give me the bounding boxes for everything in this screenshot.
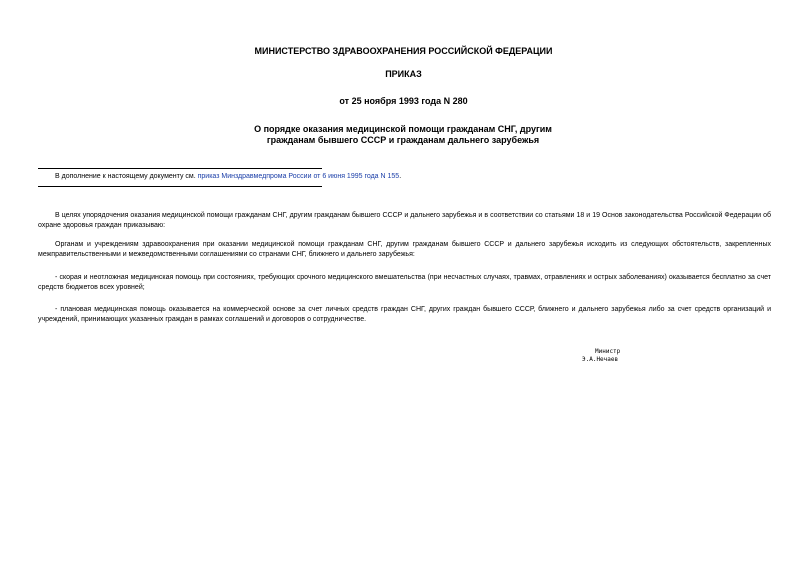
note-divider-bottom bbox=[38, 186, 322, 187]
note-suffix: . bbox=[399, 173, 402, 180]
editorial-note bbox=[55, 172, 401, 181]
body-paragraph: - плановая медицинская помощь оказывается на коммерческой основе за счет личных средств граждан СНГ, других граждан бывшего СССР, ближнего и дальнего зарубежья либо за счет средств организаций и учреждений, принимающих указанных граждан в рамках соглашений и договоров о сотрудничестве. bbox=[38, 306, 771, 323]
document-date-number: от 25 ноября 1993 года N 280 bbox=[339, 96, 468, 106]
signatory-title: Министр bbox=[595, 348, 621, 355]
signatory-name: Э.А.Нечаев bbox=[582, 356, 619, 363]
body-paragraph: В целях упорядочения оказания медицинской помощи гражданам СНГ, другим гражданам бывшего СССР и дальнего зарубежья и в соответствии со статьями 18 и 19 Основ законодательства Российской Федерации об охране здоровья граждан приказываю: bbox=[38, 212, 771, 229]
body-paragraph: - скорая и неотложная медицинская помощь при состояниях, требующих срочного медицинского вмешательства (при несчастных случаях, травмах, отравлениях и острых заболеваниях) оказывается бесплатно за счет средств бюджетов всех уровней; bbox=[38, 274, 771, 291]
document-title: О порядке оказания медицинской помощи гражданам СНГ, другим гражданам бывшего СССР и гражданам дальнего зарубежья bbox=[254, 124, 552, 145]
note-prefix: В дополнение к настоящему документу см. bbox=[55, 173, 198, 180]
body-paragraph: Органам и учреждениям здравоохранения при оказании медицинской помощи гражданам СНГ, другим гражданам бывшего СССР и дальнего зарубежья исходить из следующих обстоятельств, закрепленных межправительственными и межведомственными соглашениями со странами СНГ, ближнего и дальнего зарубежья: bbox=[38, 241, 771, 258]
note-divider-top bbox=[38, 168, 322, 169]
document-type: ПРИКАЗ bbox=[385, 69, 422, 79]
ministry-name: МИНИСТЕРСТВО ЗДРАВООХРАНЕНИЯ РОССИЙСКОЙ ФЕДЕРАЦИИ bbox=[254, 46, 553, 56]
related-order-link[interactable]: приказ Минздравмедпрома России от 6 июня 1995 года N 155 bbox=[197, 173, 400, 180]
